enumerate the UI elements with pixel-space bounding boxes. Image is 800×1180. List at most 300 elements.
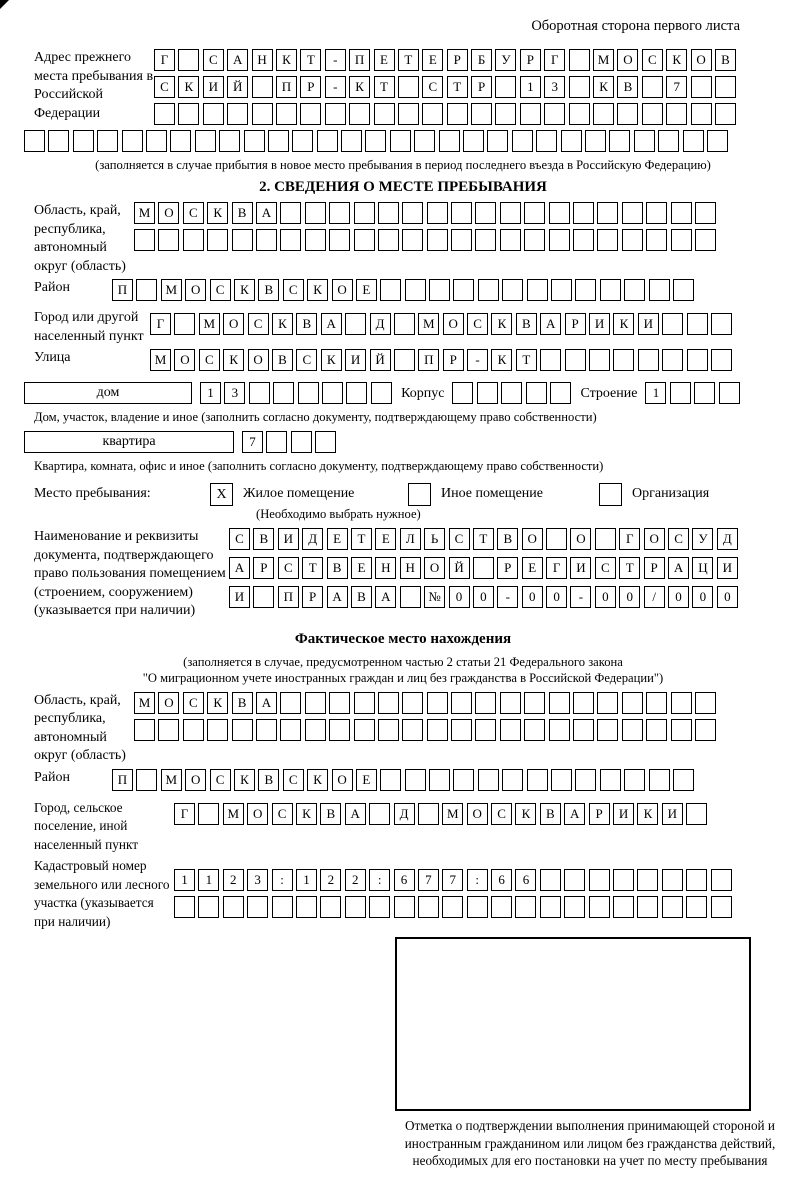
document-label: Наименование и реквизиты документа, подтверждающего право пользования помещением (строением, сооружением) (указывается при наличии) bbox=[34, 529, 226, 618]
char-cell bbox=[686, 869, 707, 891]
char-cell: К bbox=[307, 279, 328, 301]
char-cell bbox=[329, 692, 350, 714]
char-cell bbox=[711, 349, 732, 371]
char-cell bbox=[451, 202, 472, 224]
char-cell bbox=[272, 896, 293, 918]
char-cell bbox=[256, 229, 277, 251]
checkbox-residential: X bbox=[210, 483, 233, 506]
fact-note-1: (заполняется в случае, предусмотренном частью 2 статьи 21 Федерального закона bbox=[183, 654, 623, 669]
char-cell bbox=[613, 869, 634, 891]
char-cell: 3 bbox=[224, 382, 245, 404]
char-cell bbox=[549, 202, 570, 224]
char-cell bbox=[429, 769, 450, 791]
char-cell: С bbox=[272, 803, 293, 825]
char-cell bbox=[502, 769, 523, 791]
char-cell bbox=[687, 349, 708, 371]
char-cell bbox=[549, 692, 570, 714]
char-cell: М bbox=[223, 803, 244, 825]
char-cell bbox=[585, 130, 606, 152]
char-cell bbox=[646, 692, 667, 714]
char-cell bbox=[305, 229, 326, 251]
char-cell: В bbox=[715, 49, 736, 71]
char-cell: Д bbox=[394, 803, 415, 825]
fact-city-label: Город, сельское поселение, иной населенный пункт bbox=[34, 799, 139, 852]
char-cell bbox=[292, 130, 313, 152]
char-row bbox=[150, 313, 735, 337]
char-cell: : bbox=[272, 869, 293, 891]
char-cell bbox=[354, 202, 375, 224]
char-row bbox=[154, 103, 739, 127]
city-block bbox=[24, 309, 782, 346]
char-cell bbox=[315, 431, 336, 453]
char-cell bbox=[266, 431, 287, 453]
char-cell: А bbox=[227, 49, 248, 71]
char-cell bbox=[418, 896, 439, 918]
char-cell: О bbox=[223, 313, 244, 335]
stay-type-line bbox=[24, 482, 782, 506]
char-cell bbox=[305, 719, 326, 741]
char-cell bbox=[711, 313, 732, 335]
char-cell bbox=[575, 279, 596, 301]
scan-corner-artifact bbox=[0, 0, 9, 9]
char-cell: К bbox=[234, 769, 255, 791]
char-cell: Е bbox=[356, 279, 377, 301]
char-row bbox=[174, 896, 735, 920]
char-cell bbox=[329, 229, 350, 251]
char-cell: К bbox=[296, 803, 317, 825]
char-row bbox=[174, 869, 735, 893]
char-cell bbox=[232, 719, 253, 741]
char-cell bbox=[473, 557, 494, 579]
char-cell bbox=[365, 130, 386, 152]
char-cell bbox=[686, 803, 707, 825]
char-cell: О bbox=[443, 313, 464, 335]
region-label: Область, край, республика, автономный округ (область) bbox=[34, 203, 126, 274]
char-cell: М bbox=[199, 313, 220, 335]
char-cell bbox=[524, 692, 545, 714]
char-cell: В bbox=[516, 313, 537, 335]
char-cell: В bbox=[327, 557, 348, 579]
apartment-box: квартира bbox=[24, 431, 234, 453]
district-label: Район bbox=[34, 280, 70, 295]
char-cell: К bbox=[666, 49, 687, 71]
char-cell bbox=[48, 130, 69, 152]
char-cell: М bbox=[418, 313, 439, 335]
char-cell bbox=[719, 382, 740, 404]
char-cell: Д bbox=[717, 528, 738, 550]
char-cell: С bbox=[283, 279, 304, 301]
char-cell bbox=[402, 719, 423, 741]
char-cell bbox=[298, 382, 319, 404]
char-cell bbox=[475, 202, 496, 224]
char-cell bbox=[398, 76, 419, 98]
char-cell bbox=[707, 130, 728, 152]
char-cell bbox=[178, 49, 199, 71]
char-cell bbox=[666, 103, 687, 125]
region-block bbox=[24, 202, 782, 276]
char-cell bbox=[527, 279, 548, 301]
char-cell: Т bbox=[374, 76, 395, 98]
char-cell bbox=[378, 692, 399, 714]
char-cell: 0 bbox=[473, 586, 494, 608]
char-cell: О bbox=[158, 692, 179, 714]
stay-type-label: Место пребывания: bbox=[34, 486, 151, 501]
char-cell bbox=[427, 202, 448, 224]
char-cell bbox=[622, 229, 643, 251]
char-cell bbox=[354, 719, 375, 741]
char-cell: В bbox=[296, 313, 317, 335]
char-cell bbox=[593, 103, 614, 125]
char-cell: Т bbox=[300, 49, 321, 71]
char-cell bbox=[617, 103, 638, 125]
char-cell: - bbox=[325, 76, 346, 98]
char-cell bbox=[527, 769, 548, 791]
char-cell: 0 bbox=[595, 586, 616, 608]
char-cell: В bbox=[253, 528, 274, 550]
char-cell: С bbox=[668, 528, 689, 550]
char-cell: Т bbox=[302, 557, 323, 579]
char-cell bbox=[325, 103, 346, 125]
char-cell: 3 bbox=[247, 869, 268, 891]
char-cell: А bbox=[540, 313, 561, 335]
char-cell bbox=[475, 229, 496, 251]
char-cell bbox=[394, 896, 415, 918]
confirmation-stamp-box bbox=[395, 937, 751, 1111]
char-cell bbox=[305, 692, 326, 714]
char-cell: В bbox=[351, 586, 372, 608]
char-cell bbox=[526, 382, 547, 404]
char-cell: О bbox=[424, 557, 445, 579]
char-cell bbox=[671, 719, 692, 741]
fact-note-2: "О миграционном учете иностранных граждан и лиц без гражданства в Российской Федерации") bbox=[142, 670, 664, 685]
option-organization-label: Организация bbox=[632, 486, 710, 501]
char-cell: К bbox=[491, 349, 512, 371]
char-cell bbox=[378, 229, 399, 251]
char-cell: Р bbox=[644, 557, 665, 579]
char-cell bbox=[422, 103, 443, 125]
char-cell: Р bbox=[565, 313, 586, 335]
char-cell: Б bbox=[471, 49, 492, 71]
char-cell bbox=[695, 719, 716, 741]
char-cell: Г bbox=[544, 49, 565, 71]
char-cell: 0 bbox=[668, 586, 689, 608]
char-cell: Т bbox=[351, 528, 372, 550]
char-cell bbox=[569, 76, 590, 98]
char-cell bbox=[345, 896, 366, 918]
char-cell: - bbox=[325, 49, 346, 71]
char-cell: 6 bbox=[515, 869, 536, 891]
char-cell bbox=[427, 692, 448, 714]
char-cell: У bbox=[692, 528, 713, 550]
char-cell bbox=[622, 719, 643, 741]
char-cell: А bbox=[229, 557, 250, 579]
char-cell: 2 bbox=[223, 869, 244, 891]
char-cell bbox=[520, 103, 541, 125]
char-cell bbox=[515, 896, 536, 918]
char-cell: 6 bbox=[491, 869, 512, 891]
char-cell bbox=[600, 769, 621, 791]
char-cell bbox=[378, 202, 399, 224]
char-cell bbox=[134, 229, 155, 251]
char-cell bbox=[550, 382, 571, 404]
char-cell: № bbox=[424, 586, 445, 608]
street-label: Улица bbox=[34, 350, 71, 365]
char-cell bbox=[380, 769, 401, 791]
char-cell: И bbox=[570, 557, 591, 579]
char-cell: П bbox=[112, 769, 133, 791]
char-cell: Е bbox=[522, 557, 543, 579]
char-cell bbox=[475, 719, 496, 741]
char-cell: А bbox=[564, 803, 585, 825]
char-cell bbox=[573, 202, 594, 224]
char-cell bbox=[686, 896, 707, 918]
char-cell bbox=[256, 719, 277, 741]
char-cell bbox=[374, 103, 395, 125]
char-cell: 2 bbox=[320, 869, 341, 891]
char-cell bbox=[268, 130, 289, 152]
char-cell: А bbox=[256, 692, 277, 714]
char-cell: О bbox=[185, 769, 206, 791]
char-cell: О bbox=[185, 279, 206, 301]
char-cell bbox=[551, 769, 572, 791]
char-cell: 0 bbox=[449, 586, 470, 608]
char-cell bbox=[597, 229, 618, 251]
char-cell: Е bbox=[422, 49, 443, 71]
char-cell bbox=[394, 349, 415, 371]
char-cell bbox=[536, 130, 557, 152]
char-cell bbox=[174, 313, 195, 335]
char-cell: 1 bbox=[174, 869, 195, 891]
char-cell bbox=[637, 869, 658, 891]
city-label: Город или другой населенный пункт bbox=[34, 310, 144, 344]
char-cell bbox=[305, 202, 326, 224]
fact-city-block bbox=[24, 799, 782, 855]
char-cell bbox=[500, 692, 521, 714]
char-cell: С bbox=[210, 769, 231, 791]
char-cell bbox=[329, 719, 350, 741]
char-cell: С bbox=[199, 349, 220, 371]
char-cell bbox=[637, 896, 658, 918]
char-cell bbox=[371, 382, 392, 404]
char-cell bbox=[642, 76, 663, 98]
char-cell bbox=[322, 382, 343, 404]
char-cell: 0 bbox=[717, 586, 738, 608]
checkbox-organization bbox=[599, 483, 622, 506]
char-cell bbox=[223, 896, 244, 918]
char-cell: И bbox=[589, 313, 610, 335]
char-cell bbox=[549, 719, 570, 741]
char-cell: Р bbox=[302, 586, 323, 608]
char-cell: Л bbox=[400, 528, 421, 550]
char-cell: Р bbox=[253, 557, 274, 579]
char-cell: А bbox=[327, 586, 348, 608]
char-row bbox=[200, 382, 395, 406]
char-cell: 2 bbox=[345, 869, 366, 891]
char-cell bbox=[502, 279, 523, 301]
char-cell bbox=[646, 229, 667, 251]
document-cell-rows bbox=[229, 528, 741, 613]
char-cell: 6 bbox=[394, 869, 415, 891]
char-cell bbox=[276, 103, 297, 125]
char-row bbox=[645, 382, 743, 406]
char-cell: И bbox=[345, 349, 366, 371]
char-cell bbox=[501, 382, 522, 404]
char-cell: К bbox=[321, 349, 342, 371]
char-cell: С bbox=[642, 49, 663, 71]
char-cell: Е bbox=[327, 528, 348, 550]
char-cell bbox=[512, 130, 533, 152]
prev-address-note: (заполняется в случае прибытия в новое место пребывания в период последнего въезда в Российскую Федерацию) bbox=[95, 158, 711, 172]
char-cell: 1 bbox=[296, 869, 317, 891]
char-cell bbox=[662, 869, 683, 891]
char-cell: К bbox=[515, 803, 536, 825]
char-cell bbox=[670, 382, 691, 404]
char-cell: К bbox=[491, 313, 512, 335]
char-cell: : bbox=[467, 869, 488, 891]
char-cell bbox=[198, 896, 219, 918]
char-cell bbox=[73, 130, 94, 152]
char-cell: 1 bbox=[198, 869, 219, 891]
char-cell: М bbox=[442, 803, 463, 825]
option-other-label: Иное помещение bbox=[441, 486, 543, 501]
char-cell bbox=[232, 229, 253, 251]
char-cell bbox=[565, 349, 586, 371]
char-cell: 0 bbox=[619, 586, 640, 608]
char-cell bbox=[345, 313, 366, 335]
char-cell: О bbox=[644, 528, 665, 550]
char-cell bbox=[136, 279, 157, 301]
char-cell bbox=[478, 279, 499, 301]
char-cell bbox=[219, 130, 240, 152]
house-note: Дом, участок, владение и иное (заполнить согласно документу, подтверждающему право собственности) bbox=[34, 410, 597, 424]
char-cell bbox=[146, 130, 167, 152]
char-cell: М bbox=[161, 769, 182, 791]
char-cell bbox=[300, 103, 321, 125]
char-cell: К bbox=[276, 49, 297, 71]
char-cell: 7 bbox=[242, 431, 263, 453]
char-cell bbox=[646, 202, 667, 224]
char-cell bbox=[495, 76, 516, 98]
char-cell: С bbox=[449, 528, 470, 550]
apartment-note: Квартира, комната, офис и иное (заполнить согласно документу, подтверждающему право собственности) bbox=[34, 459, 604, 473]
char-cell: Р bbox=[447, 49, 468, 71]
char-cell bbox=[634, 130, 655, 152]
char-cell bbox=[203, 103, 224, 125]
char-cell: Т bbox=[473, 528, 494, 550]
char-cell: Е bbox=[375, 528, 396, 550]
char-cell: А bbox=[375, 586, 396, 608]
char-cell bbox=[378, 719, 399, 741]
char-row bbox=[154, 76, 739, 100]
stay-type-note: (Необходимо выбрать нужное) bbox=[256, 507, 421, 521]
char-cell: А bbox=[256, 202, 277, 224]
char-cell bbox=[195, 130, 216, 152]
char-cell bbox=[380, 279, 401, 301]
char-cell: О bbox=[570, 528, 591, 550]
char-cell: И bbox=[638, 313, 659, 335]
char-cell bbox=[280, 229, 301, 251]
char-cell: К bbox=[307, 769, 328, 791]
char-cell bbox=[451, 692, 472, 714]
char-cell: Г bbox=[619, 528, 640, 550]
char-cell bbox=[564, 869, 585, 891]
char-cell: М bbox=[161, 279, 182, 301]
char-cell bbox=[475, 692, 496, 714]
char-row bbox=[154, 49, 739, 73]
char-cell: К bbox=[272, 313, 293, 335]
char-cell: В bbox=[617, 76, 638, 98]
char-cell: В bbox=[258, 769, 279, 791]
char-cell: А bbox=[668, 557, 689, 579]
char-cell bbox=[317, 130, 338, 152]
char-cell: Т bbox=[619, 557, 640, 579]
char-row bbox=[134, 229, 719, 253]
fact-region-block bbox=[24, 692, 782, 766]
char-cell: Т bbox=[516, 349, 537, 371]
char-cell: Й bbox=[227, 76, 248, 98]
char-cell bbox=[575, 769, 596, 791]
char-cell: Н bbox=[400, 557, 421, 579]
char-cell bbox=[569, 49, 590, 71]
char-cell: 0 bbox=[522, 586, 543, 608]
char-cell bbox=[478, 769, 499, 791]
char-cell: 7 bbox=[418, 869, 439, 891]
char-cell: С bbox=[422, 76, 443, 98]
char-cell bbox=[24, 130, 45, 152]
char-cell: С bbox=[283, 769, 304, 791]
char-cell: Т bbox=[398, 49, 419, 71]
street-block bbox=[24, 349, 782, 376]
char-cell: Р bbox=[520, 49, 541, 71]
char-cell bbox=[551, 279, 572, 301]
char-cell: А bbox=[321, 313, 342, 335]
char-cell bbox=[569, 103, 590, 125]
char-cell: Е bbox=[356, 769, 377, 791]
char-cell bbox=[540, 349, 561, 371]
char-row bbox=[229, 586, 741, 610]
char-cell bbox=[122, 130, 143, 152]
char-cell: О bbox=[248, 349, 269, 371]
char-cell bbox=[207, 229, 228, 251]
char-cell bbox=[442, 896, 463, 918]
char-cell: К bbox=[223, 349, 244, 371]
char-cell bbox=[400, 586, 421, 608]
char-cell: С bbox=[467, 313, 488, 335]
house-line bbox=[24, 382, 782, 409]
char-cell bbox=[589, 869, 610, 891]
char-cell bbox=[249, 382, 270, 404]
option-residential-label: Жилое помещение bbox=[243, 486, 355, 501]
char-cell bbox=[354, 692, 375, 714]
char-cell bbox=[597, 692, 618, 714]
char-cell: 1 bbox=[200, 382, 221, 404]
char-cell bbox=[414, 130, 435, 152]
char-cell bbox=[280, 692, 301, 714]
char-cell: О bbox=[522, 528, 543, 550]
char-cell: Р bbox=[471, 76, 492, 98]
char-cell: К bbox=[207, 692, 228, 714]
cadastre-label: Кадастровый номер земельного или лесного участка (указывается при наличии) bbox=[34, 858, 170, 929]
char-cell bbox=[247, 896, 268, 918]
char-cell: К bbox=[178, 76, 199, 98]
char-cell bbox=[398, 103, 419, 125]
char-cell: К bbox=[593, 76, 614, 98]
char-cell bbox=[447, 103, 468, 125]
char-cell: 1 bbox=[520, 76, 541, 98]
char-cell bbox=[500, 202, 521, 224]
char-row bbox=[242, 431, 340, 455]
char-cell bbox=[253, 586, 274, 608]
